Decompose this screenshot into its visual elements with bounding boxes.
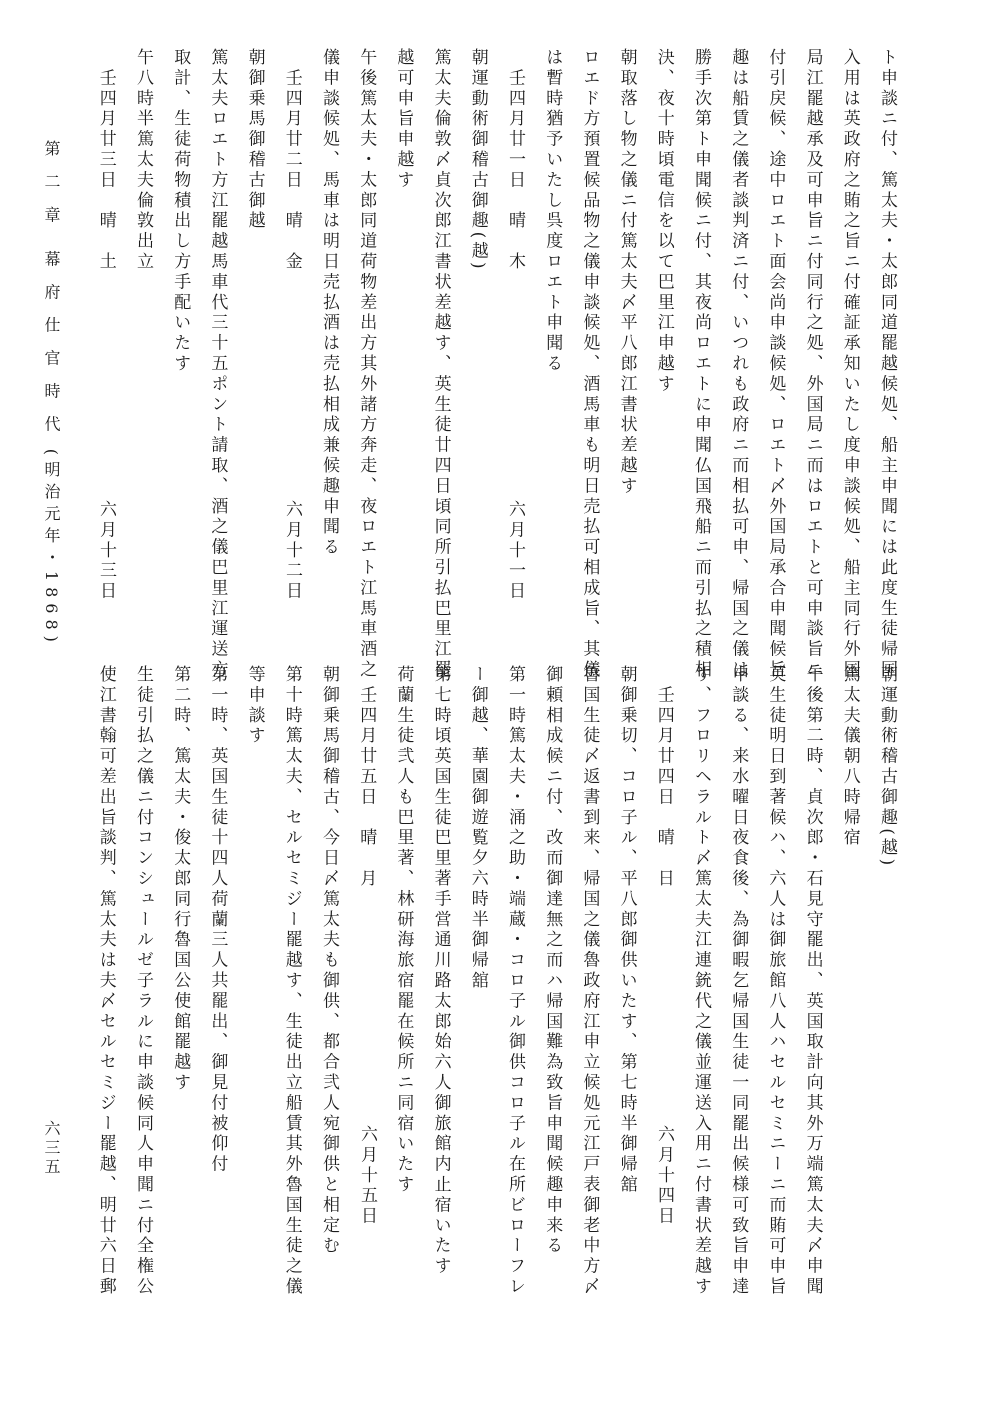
text-column: 決、夜十時頃電信を以て巴里江申越す xyxy=(653,48,674,395)
text-column: 壬四月廿五日 晴 月 xyxy=(356,665,377,890)
text-column: 越可申旨申越す xyxy=(393,48,414,191)
text-column: 壬四月廿一日 晴 木 xyxy=(505,48,525,273)
chapter-header: 第 二 章 幕 府 仕 官 時 代 (明治元年・1868) xyxy=(42,140,61,648)
date-label: 六月十四日 xyxy=(654,1125,674,1227)
text-column: 壬四月廿二日 晴 金 xyxy=(281,48,302,273)
text-column: 局江罷越承及可申旨ニ付同行之処、外国局ニ而はロエトと可申談旨ニ xyxy=(802,48,823,681)
text-column: 朝御乗馬御稽古、今日〆篤太夫も御供、都合弐人宛御供と相定む xyxy=(319,665,339,1257)
text-column: 壬四月廿三日 晴 土 xyxy=(95,48,116,273)
text-column: 生徒引払之儀ニ付コンシュールゼ子ラルに申談候同人申聞ニ付全権公 xyxy=(133,665,153,1298)
text-column: ー御越、華園御遊覧夕六時半御帰舘 xyxy=(467,665,488,992)
text-column: は暫時猶予いたし呉度ロエト申聞る xyxy=(542,48,563,375)
text-column: 勝手次第ト申聞候ニ付、其夜尚ロエトに申聞仏国飛船ニ而引払之積相 xyxy=(691,48,711,681)
date-label: 六月十二日 xyxy=(282,500,302,602)
text-column: 趣は船賃之儀者談判済ニ付、いつれも政府ニ而相払可申、帰国之儀は xyxy=(728,48,749,681)
text-column: 申談る、来水曜日夜食後、為御暇乞帰国生徒一同罷出候様可致旨申達 xyxy=(728,665,749,1298)
text-column: 付引戻候、途中ロエト面会尚申談候処、ロエト〆外国局承合申聞候旨 xyxy=(765,48,786,681)
text-column: 朝取落し物之儀ニ付篤太夫〆平八郎江書状差越す xyxy=(616,48,637,497)
text-column: 第一時、英国生徒十四人荷蘭三人共罷出、御見付被仰付 xyxy=(207,665,228,1175)
text-column: 午後第二時、貞次郎・石見守罷出、英国取計向其外万端篤太夫〆申聞 xyxy=(802,665,823,1298)
text-column: 朝運動術稽古御趣(越) xyxy=(877,665,897,869)
text-column: 午後篤太夫・太郎同道荷物差出方其外諸方奔走、夜ロエト江馬車酒之 xyxy=(356,48,377,681)
text-column: 午八時半篤太夫倫敦出立 xyxy=(133,48,153,273)
text-column: ト申談ニ付、篤太夫・太郎同道罷越候処、船主申聞には此度生徒帰国 xyxy=(877,48,897,681)
text-column: 第七時頃英国生徒巴里著手営通川路太郎始六人御旅館内止宿いたす xyxy=(430,665,451,1277)
text-column: 朝運動術御稽古御趣(越) xyxy=(467,48,488,273)
text-column: 等申談す xyxy=(244,665,265,747)
text-column: 第十時篤太夫、セルセミジー罷越す、生徒出立船賃其外魯国生徒之儀 xyxy=(281,665,302,1298)
text-column: 篤太夫ロエト方江罷越馬車代三十五ポント請取、酒之儀巴里江運送方 xyxy=(207,48,228,681)
text-column: 使江書翰可差出旨談判、篤太夫は夫〆セルセミジー罷越、明廿六日郵 xyxy=(95,665,116,1298)
date-label: 六月十一日 xyxy=(505,500,525,602)
text-column: 朝御乗馬御稽古御越 xyxy=(244,48,265,232)
text-column: 篤太夫倫敦〆貞次郎江書状差越す、英生徒廿四日頃同所引払巴里江罷 xyxy=(430,48,451,681)
text-column: 篤太夫儀朝八時帰宿 xyxy=(839,665,860,849)
text-column: 第一時篤太夫・涌之助・端蔵・コロ子ル御供コロ子ル在所ビローフレ xyxy=(505,665,525,1298)
date-label: 六月十三日 xyxy=(96,500,116,602)
text-column: 壬四月廿四日 晴 日 xyxy=(653,665,674,890)
page-number: 六三五 xyxy=(42,1120,61,1177)
text-column: 第二時、篤太夫・俊太郎同行魯国公使館罷越す xyxy=(170,665,191,1094)
text-column: 入用は英政府之賄之旨ニ付確証承知いたし度申談候処、船主同行外国 xyxy=(839,48,860,681)
text-column: 英生徒明日到著候ハ、六人は御旅館八人ハセルセミニーニ而賄可申旨 xyxy=(765,665,786,1298)
text-column: 朝御乗切、コロ子ル、平八郎御供いたす、第七時半御帰舘 xyxy=(616,665,637,1196)
text-column: 魯国生徒〆返書到来、帰国之儀魯政府江申立候処元江戸表御老中方〆 xyxy=(579,665,600,1298)
text-column: 儀申談候処、馬車は明日売払酒は売払相成兼候趣申聞る xyxy=(319,48,339,558)
text-column: ロエド方預置候品物之儀申談候処、酒馬車も明日売払可相成旨、其儀 xyxy=(579,48,600,681)
text-column: 取計、生徒荷物積出し方手配いたす xyxy=(170,48,191,375)
text-column: 荷蘭生徒弐人も巴里著、林研海旅宿罷在候所ニ同宿いたす xyxy=(393,665,414,1196)
text-column: す、フロリヘラルト〆篤太夫江連銃代之儀並運送入用ニ付書状差越す xyxy=(691,665,711,1298)
date-label: 六月十五日 xyxy=(357,1125,377,1227)
text-column: 御頼相成候ニ付、改而御達無之而ハ帰国難為致旨申聞候趣申来る xyxy=(542,665,563,1257)
